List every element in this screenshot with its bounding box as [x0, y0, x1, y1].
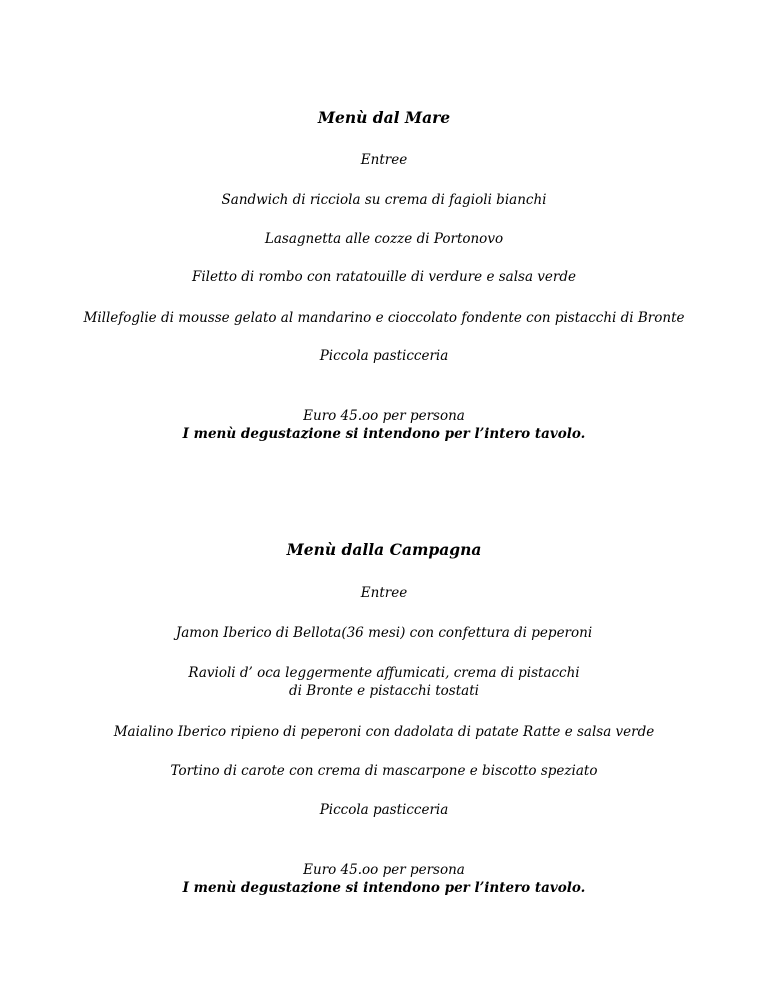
course-item: Piccola pasticceria	[319, 802, 449, 818]
course-item-continued: di Bronte e pistacchi tostati	[289, 683, 479, 699]
course-item: Ravioli d’ oca leggermente affumicati, crema di pistacchi	[188, 665, 580, 681]
course-item: Filetto di rombo con ratatouille di verdure e salsa verde	[191, 269, 577, 285]
course-item: Millefoglie di mousse gelato al mandarino e cioccolato fondente con pistacchi di Bronte	[83, 310, 685, 326]
table-note: I menù degustazione si intendono per l’intero tavolo.	[182, 880, 586, 896]
course-entree: Entree	[360, 585, 408, 601]
course-entree: Entree	[360, 152, 408, 168]
table-note: I menù degustazione si intendono per l’intero tavolo.	[182, 426, 586, 442]
course-item: Tortino di carote con crema di mascarpone e biscotto speziato	[170, 763, 598, 779]
price: Euro 45.oo per persona	[303, 862, 465, 878]
menu-title: Menù dalla Campagna	[286, 540, 482, 559]
course-item: Piccola pasticceria	[319, 348, 449, 364]
menu-title: Menù dal Mare	[317, 108, 451, 127]
course-item: Maialino Iberico ripieno di peperoni con dadolata di patate Ratte e salsa verde	[113, 724, 655, 740]
course-item: Lasagnetta alle cozze di Portonovo	[264, 231, 504, 247]
course-item: Jamon Iberico di Bellota(36 mesi) con confettura di peperoni	[175, 625, 593, 641]
price: Euro 45.oo per persona	[303, 408, 465, 424]
course-item: Sandwich di ricciola su crema di fagioli bianchi	[221, 192, 547, 208]
